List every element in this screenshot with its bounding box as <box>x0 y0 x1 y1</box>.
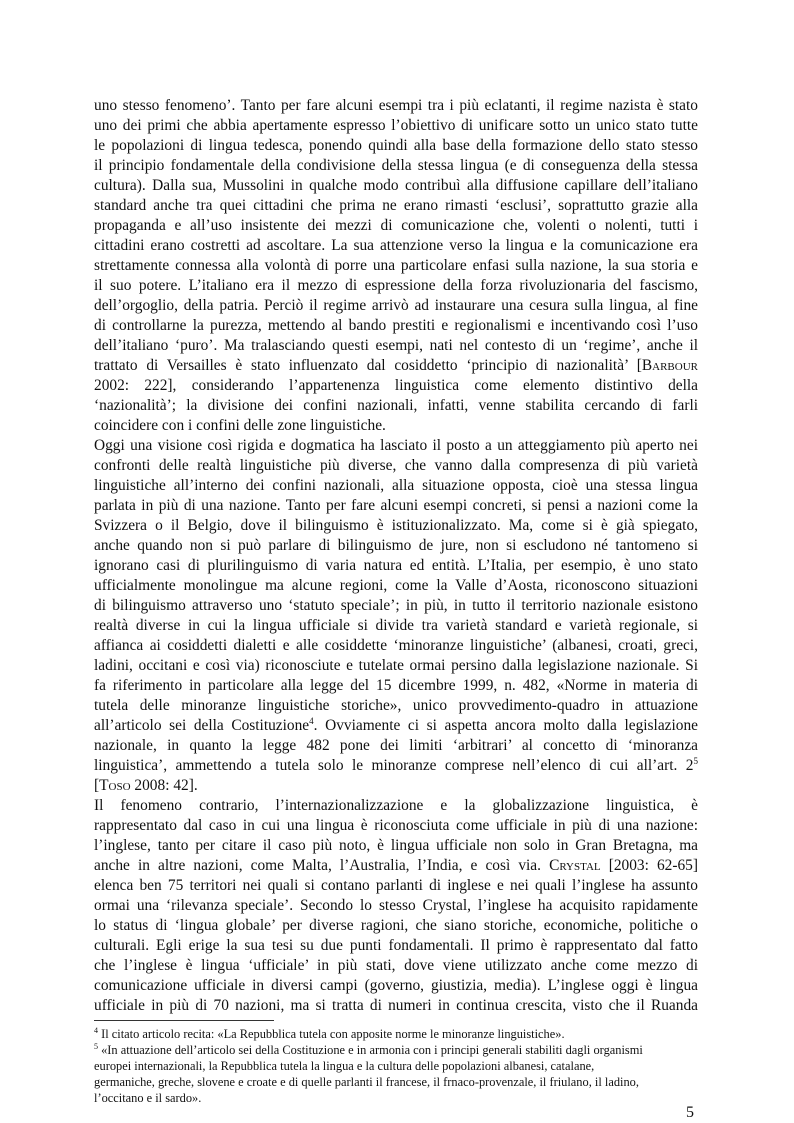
body-line: ormai una ‘rilevanza speciale’. Secondo lo stesso Crystal, l’inglese ha acquisito rapidamente <box>94 897 698 914</box>
body-line: standard anche tra quei cittadini che prima ne erano rimasti ‘esclusi’, soprattutto grazie alla <box>94 197 698 214</box>
body-line: il principio fondamentale della condivisione della stessa lingua (e di conseguenza della stessa <box>94 157 698 174</box>
footnote-text: «In attuazione dell’articolo sei della Costituzione e in armonia con i principi generali stabiliti dagli organismi <box>98 1043 643 1057</box>
footnote-ref-4[interactable]: 4 <box>309 715 314 726</box>
text-run: . Ovviamente ci si aspetta ancora molto dalla legislazione <box>313 717 698 734</box>
body-line: l’inglese, tanto per citare il caso più noto, è lingua ufficiale non solo in Gran Bretagna, ma <box>94 837 698 854</box>
body-line: realtà diverse in cui la lingua ufficiale si divide tra varietà standard e varietà regionale, si <box>94 617 698 634</box>
body-line: di bilinguismo attraverso uno ‘statuto speciale’; in più, in tutto il territorio nazionale esistono <box>94 597 698 614</box>
body-line: Oggi una visione così rigida e dogmatica ha lasciato il posto a un atteggiamento più aperto nei <box>94 437 698 454</box>
body-line: di controllarne la purezza, mettendo al bando prestiti e regionalismi e incentivando così l’uso <box>94 317 698 334</box>
body-line: ladini, occitani e così via) riconosciute e tutelate ormai persino dalla legislazione nazionale. Si <box>94 657 698 674</box>
body-line: confronti delle realtà linguistiche più diverse, che vanno dalla compresenza di più varietà <box>94 457 698 474</box>
author-citation: Toso <box>99 777 131 794</box>
footnote-mark: 5 <box>94 1041 98 1051</box>
text-run: 2008: 42]. <box>130 777 198 794</box>
body-line: parlata in più di una nazione. Tanto per fare alcuni esempi concreti, si pensi a nazioni come la <box>94 497 698 514</box>
body-line: Svizzera o il Belgio, dove il bilinguismo è istituzionalizzato. Ma, come si è già spiegato, <box>94 517 698 534</box>
body-line: uno stesso fenomeno’. Tanto per fare alcuni esempi tra i più eclatanti, il regime nazista è stato <box>94 97 698 114</box>
body-line: Il fenomeno contrario, l’internazionalizzazione e la globalizzazione linguistica, è <box>94 797 698 814</box>
text-run: linguistica’, ammettendo a tutela solo le minoranze comprese nell’elenco di cui all’art. 2 <box>94 757 694 774</box>
footnote-separator <box>94 1020 274 1021</box>
footnote-5 <box>94 1042 698 1058</box>
body-line: cultura). Dalla sua, Mussolini in qualche modo contribuì alla diffusione capillare dell’italiano <box>94 177 698 194</box>
footnote-line: l’occitano e il sardo». <box>94 1091 202 1105</box>
body-line: il suo potere. L’italiano era il mezzo di espressione della forza rivoluzionaria del fascismo, <box>94 277 698 294</box>
body-line: propaganda e all’uso insistente dei mezzi di comunicazione che, volenti o nolenti, tutti i <box>94 217 698 234</box>
body-line: lo status di ‘lingua globale’ per diverse ragioni, che siano storiche, economiche, politiche o <box>94 917 698 934</box>
body-line: linguistiche all’interno dei confini nazionali, alla situazione opposta, cioè una stessa lingua <box>94 477 698 494</box>
body-line: comunicazione ufficiale in diversi campi (governo, giustizia, media). L’inglese oggi è lingua <box>94 977 698 994</box>
body-line <box>94 716 698 736</box>
author-citation: Crystal <box>549 857 601 874</box>
body-line: cittadini erano costretti ad ascoltare. La sua attenzione verso la lingua e la comunicazione era <box>94 237 698 254</box>
body-line: coincidere con i confini delle zone linguistiche. <box>94 417 386 434</box>
body-line: ‘nazionalità’; la divisione dei confini nazionali, infatti, venne stabilita cercando di farli <box>94 397 698 414</box>
body-line: strettamente connessa alla volontà di porre una particolare enfasi sulla nazione, la sua storia e <box>94 257 698 274</box>
footnote-ref-5[interactable]: 5 <box>693 755 698 766</box>
text-run: all’articolo sei della Costituzione <box>94 717 310 734</box>
body-line <box>94 776 698 796</box>
body-line: elenca ben 75 territori nei quali si contano parlanti di inglese e nei quali l’inglese ha assunto <box>94 877 698 894</box>
body-line: nazionale, in quanto la legge 482 pone dei limiti ‘arbitrari’ al concetto di ‘minoranza <box>94 737 698 754</box>
body-line: tutela delle minoranze linguistiche storiche», unico provvedimento-quadro in attuazione <box>94 697 698 714</box>
body-line: le popolazioni di lingua tedesca, ponendo quindi alla base della formazione dello stato stesso <box>94 137 698 154</box>
body-line: anche quando non si può parlare di bilinguismo de jure, non si escludono né tantomeno si <box>94 537 698 554</box>
body-line <box>94 856 698 876</box>
author-citation: Barbour <box>641 357 698 374</box>
text-run: trattato di Versailles è stato influenzato dal cosiddetto ‘principio di nazionalità’ [ <box>94 357 642 374</box>
footnote-4 <box>94 1026 698 1042</box>
body-line: culturali. Egli erige la sua tesi su due punti fondamentali. Il primo è rappresentato dal fatto <box>94 937 698 954</box>
text-run: [ <box>94 777 100 794</box>
text-run: anche in altre nazioni, come Malta, l’Australia, l’India, e così via. <box>94 857 550 874</box>
body-line: ufficiale in più di 70 nazioni, ma si tratta di numeri in continua crescita, visto che il Ruanda <box>94 997 698 1014</box>
body-line <box>94 756 698 776</box>
body-line: rappresentato dal caso in cui una lingua è riconosciuta come ufficiale in più di una nazione: <box>94 817 698 834</box>
footnote-line: europei internazionali, la Repubblica tutela la lingua e la cultura delle popolazioni albanesi, catalane, <box>94 1059 595 1073</box>
body-line: affianca ai cosiddetti dialetti e alle cosiddette ‘minoranze linguistiche’ (albanesi, croati, greci, <box>94 637 698 654</box>
footnote-text: Il citato articolo recita: «La Repubblica tutela con apposite norme le minoranze linguistiche». <box>98 1027 565 1041</box>
body-line: uno dei primi che abbia apertamente espresso l’obiettivo di unificare sotto un unico stato tutte <box>94 117 698 134</box>
footnote-line: germaniche, greche, slovene e croate e di quelle parlanti il francese, il frnaco-provenzale, il friulano, il ladino, <box>94 1075 639 1089</box>
body-line: 2002: 222], considerando l’appartenenza linguistica come elemento distintivo della <box>94 377 698 394</box>
page-number: 5 <box>686 1104 694 1121</box>
text-run: [2003: 62-65] <box>600 857 698 874</box>
body-line: fa riferimento in particolare alla legge del 15 dicembre 1999, n. 482, «Norme in materia di <box>94 677 698 694</box>
body-line: che l’inglese è lingua ‘ufficiale’ in più stati, dove viene utilizzato anche come mezzo di <box>94 957 698 974</box>
body-line: dell’italiano ‘puro’. Ma tralasciando questi esempi, nati nel contesto di un ‘regime’, anche il <box>94 337 698 354</box>
body-line: dell’orgoglio, della patria. Perciò il regime arrivò ad instaurare una cesura sulla lingua, al fine <box>94 297 698 314</box>
body-line: ignorano casi di plurilinguismo di varia natura ed entità. L’Italia, per esempio, è uno stato <box>94 557 698 574</box>
body-line: ufficialmente monolingue ma alcune regioni, come la Valle d’Aosta, riconoscono situazioni <box>94 577 698 594</box>
footnote-mark: 4 <box>94 1025 98 1035</box>
body-line <box>94 356 698 376</box>
